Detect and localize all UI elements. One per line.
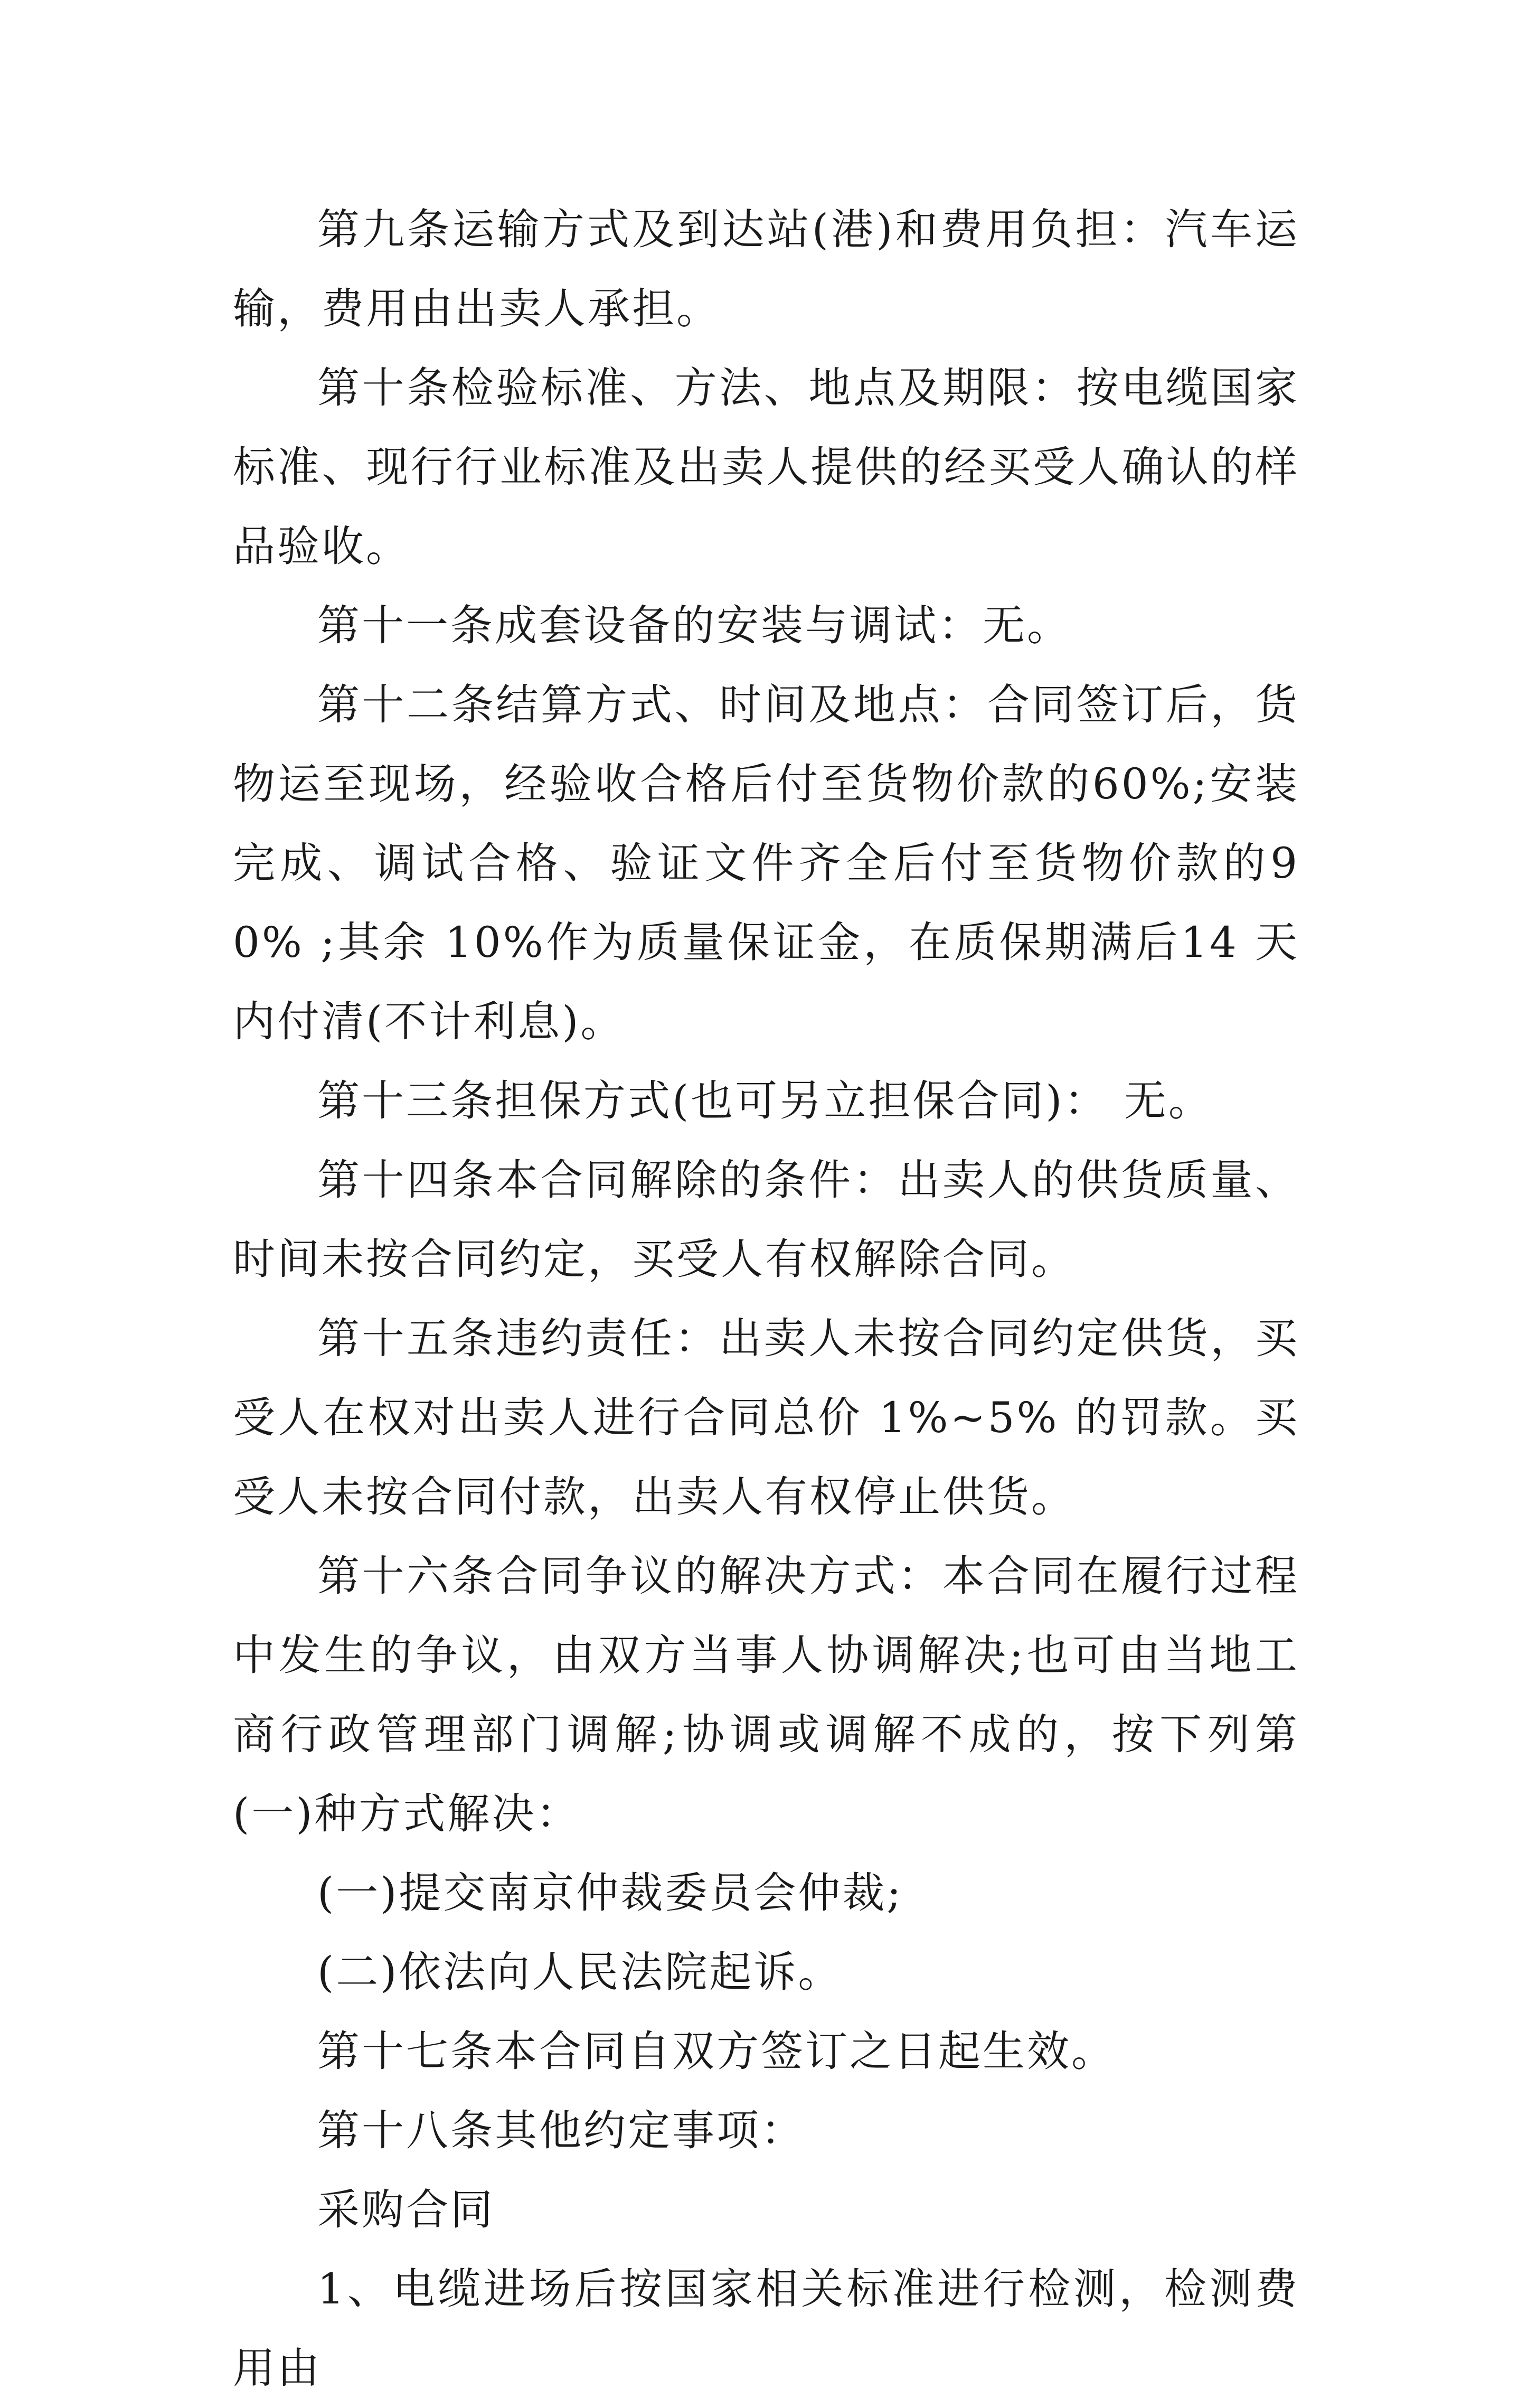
paragraph-clause-18: 第十八条其他约定事项： [317, 2106, 805, 2155]
paragraph-clause-14: 第十四条本合同解除的条件：出卖人的供货质量、时间未按合同约定，买受人有权解除合同。 [233, 1155, 1299, 1284]
paragraph-item-1: 1、电缆进场后按国家相关标准进行检测，检测费用由 [233, 2264, 1299, 2393]
paragraph-clause-15: 第十五条违约责任：出卖人未按合同约定供货，买受人在权对出卖人进行合同总价 1%~5% 的罚款。买受人未按合同付款，出卖人有权停止供货。 [233, 1314, 1299, 1521]
paragraph-option-1: (一)提交南京仲裁委员会仲裁; [317, 1868, 903, 1917]
paragraph-clause-10: 第十条检验标准、方法、地点及期限：按电缆国家标准、现行行业标准及出卖人提供的经买受人确认的样品验收。 [233, 363, 1299, 571]
paragraph-option-2: (二)依法向人民法院起诉。 [317, 1948, 843, 1997]
paragraph-clause-16: 第十六条合同争议的解决方式：本合同在履行过程中发生的争议，由双方当事人协调解决;也可由当地工商行政管理部门调解;协调或调解不成的，按下列第(一)种方式解决： [233, 1551, 1299, 1838]
paragraph-clause-12: 第十二条结算方式、时间及地点：合同签订后，货物运至现场，经验收合格后付至货物价款的60%;安装完成、调试合格、验证文件齐全后付至货物价款的90% ;其余 10%作为质量保证金，在质保期满后14 天内付清(不计利息)。 [233, 680, 1299, 1046]
paragraph-clause-17: 第十七条本合同自双方签订之日起生效。 [317, 2027, 1116, 2076]
paragraph-clause-11: 第十一条成套设备的安装与调试：无。 [317, 601, 1071, 650]
paragraph-clause-9: 第九条运输方式及到达站(港)和费用负担：汽车运输，费用由出卖人承担。 [233, 205, 1299, 333]
paragraph-heading-procurement: 采购合同 [317, 2185, 495, 2234]
document-body [233, 190, 1299, 2408]
paragraph-clause-13: 第十三条担保方式(也可另立担保合同)： 无。 [317, 1076, 1213, 1125]
